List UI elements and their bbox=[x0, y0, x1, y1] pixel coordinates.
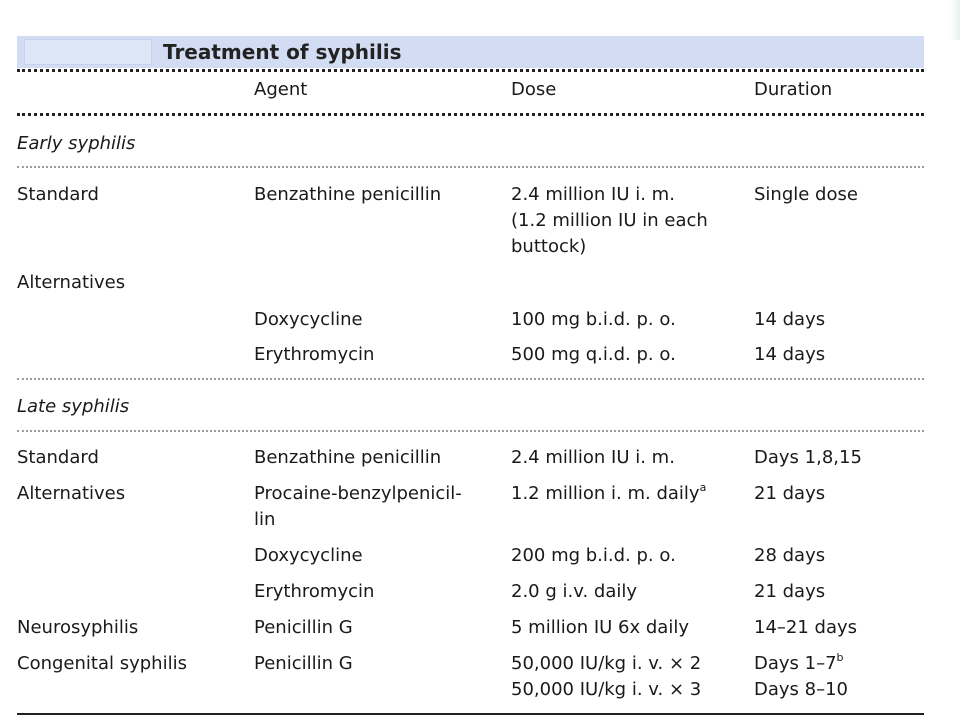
section-divider-early bbox=[17, 166, 924, 168]
row-agent-continued: lin bbox=[254, 509, 276, 530]
table-title-bar bbox=[17, 36, 924, 68]
section-divider-late bbox=[17, 430, 924, 432]
row-dose: (1.2 million IU in each bbox=[511, 210, 708, 231]
row-duration: 14 days bbox=[754, 309, 826, 330]
row-dose: 500 mg q.i.d. p. o. bbox=[511, 344, 676, 365]
title-divider bbox=[17, 69, 924, 72]
row-dose: 2.4 million IU i. m. bbox=[511, 447, 675, 468]
row-dose: 100 mg b.i.d. p. o. bbox=[511, 309, 676, 330]
section-label-late: Late syphilis bbox=[17, 396, 130, 417]
footnote-marker-a: a bbox=[699, 481, 707, 494]
row-agent: Penicillin G bbox=[254, 653, 353, 674]
column-header-agent: Agent bbox=[254, 79, 308, 100]
column-header-duration: Duration bbox=[754, 79, 833, 100]
table-bottom-rule bbox=[17, 713, 924, 715]
row-duration: 21 days bbox=[754, 483, 826, 504]
row-category: Alternatives bbox=[17, 272, 126, 293]
header-divider bbox=[17, 113, 924, 116]
row-category: Neurosyphilis bbox=[17, 617, 139, 638]
row-dose: 5 million IU 6x daily bbox=[511, 617, 689, 638]
row-duration: 28 days bbox=[754, 545, 826, 566]
row-duration: Single dose bbox=[754, 184, 858, 205]
row-category: Alternatives bbox=[17, 483, 126, 504]
row-category: Standard bbox=[17, 184, 99, 205]
row-agent: Penicillin G bbox=[254, 617, 353, 638]
row-agent: Doxycycline bbox=[254, 545, 363, 566]
row-duration: Days 8–10 bbox=[754, 679, 848, 700]
row-category: Congenital syphilis bbox=[17, 653, 187, 674]
table-title: Treatment of syphilis bbox=[163, 40, 402, 64]
row-category: Standard bbox=[17, 447, 99, 468]
row-agent: Procaine-benzylpenicil- bbox=[254, 483, 462, 504]
row-duration bbox=[754, 651, 844, 677]
section-divider bbox=[17, 378, 924, 380]
row-duration: 14–21 days bbox=[754, 617, 858, 638]
row-duration-text: Days 1–7 bbox=[754, 653, 837, 674]
row-agent: Erythromycin bbox=[254, 581, 375, 602]
row-duration: 21 days bbox=[754, 581, 826, 602]
section-label-early: Early syphilis bbox=[17, 133, 136, 154]
row-dose: 2.0 g i.v. daily bbox=[511, 581, 638, 602]
column-header-dose: Dose bbox=[511, 79, 557, 100]
row-agent: Erythromycin bbox=[254, 344, 375, 365]
row-dose: 50,000 IU/kg i. v. × 2 bbox=[511, 653, 702, 674]
row-dose: 2.4 million IU i. m. bbox=[511, 184, 675, 205]
row-duration: Days 1,8,15 bbox=[754, 447, 862, 468]
row-agent: Benzathine penicillin bbox=[254, 184, 442, 205]
right-edge-decoration bbox=[950, 0, 960, 40]
row-duration: 14 days bbox=[754, 344, 826, 365]
row-dose-text: 1.2 million i. m. daily bbox=[511, 483, 700, 504]
row-agent: Doxycycline bbox=[254, 309, 363, 330]
title-color-swatch bbox=[24, 39, 152, 65]
row-dose bbox=[511, 481, 706, 507]
row-dose: 50,000 IU/kg i. v. × 3 bbox=[511, 679, 702, 700]
footnote-marker-b: b bbox=[836, 651, 844, 664]
row-agent: Benzathine penicillin bbox=[254, 447, 442, 468]
row-dose: 200 mg b.i.d. p. o. bbox=[511, 545, 676, 566]
row-dose: buttock) bbox=[511, 236, 587, 257]
